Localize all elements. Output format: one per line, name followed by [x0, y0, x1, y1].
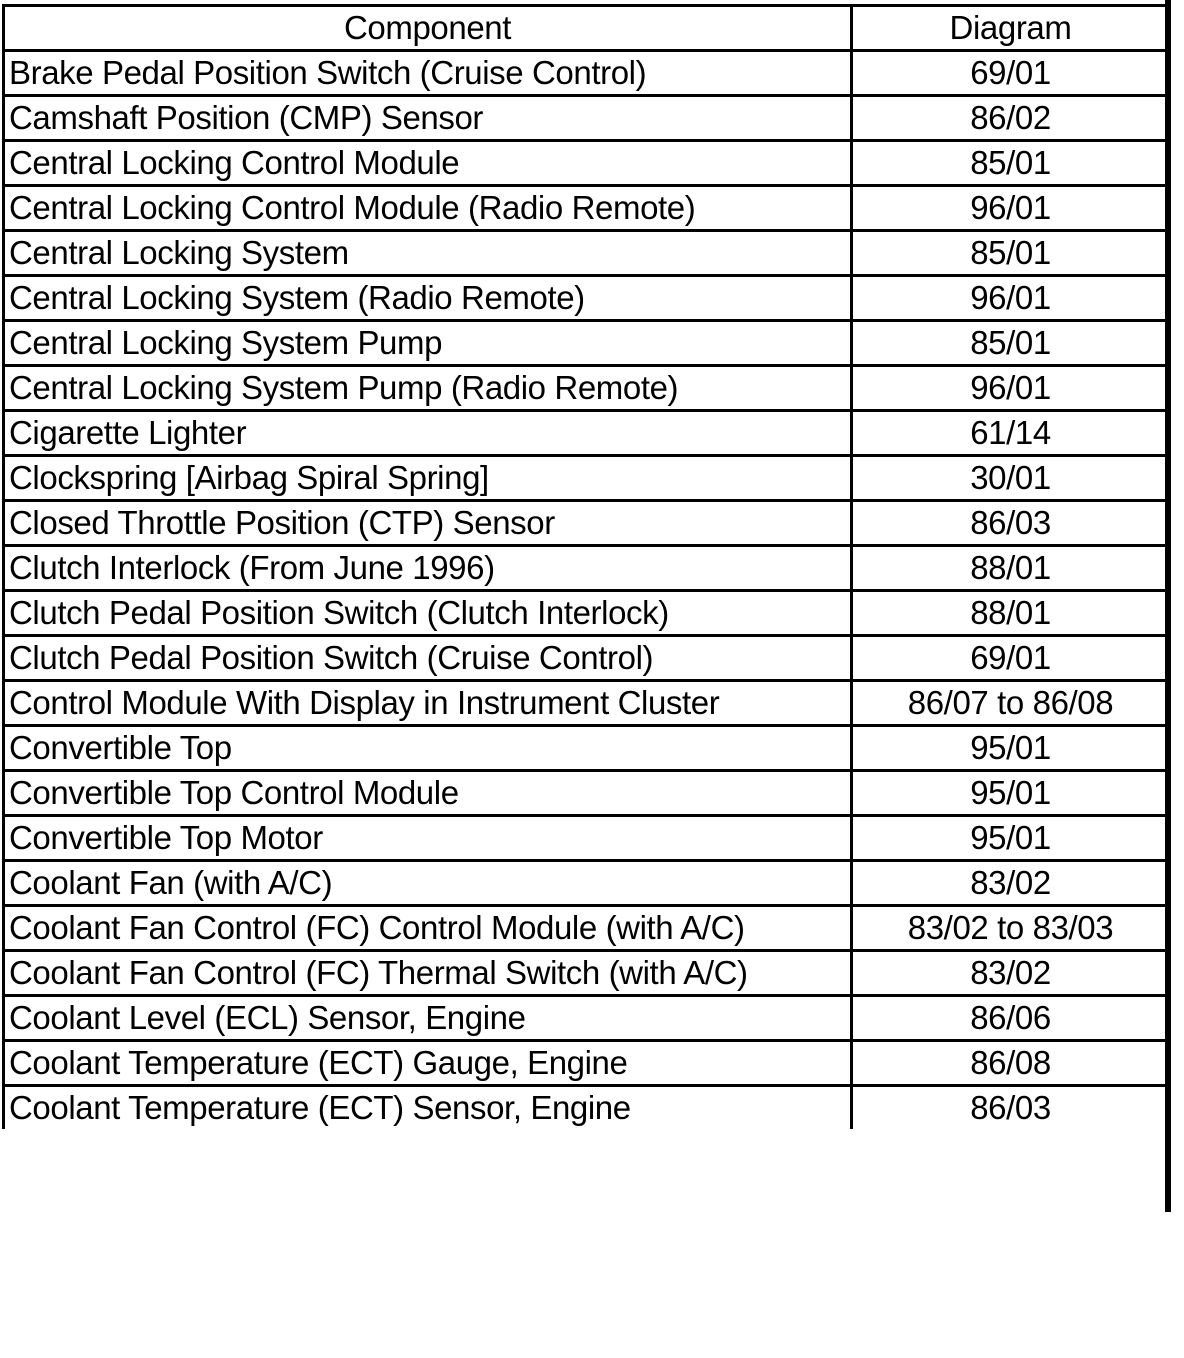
diagram-cell: 95/01 [852, 771, 1170, 816]
diagram-cell: 96/01 [852, 276, 1170, 321]
table-row [4, 96, 1170, 141]
diagram-cell: 83/02 to 83/03 [852, 906, 1170, 951]
table-row [4, 141, 1170, 186]
table-row [4, 726, 1170, 771]
table-row [4, 816, 1170, 861]
table-row [4, 1041, 1170, 1086]
diagram-cell: 83/02 [852, 951, 1170, 996]
table-row [4, 456, 1170, 501]
table-row [4, 411, 1170, 456]
diagram-cell: 96/01 [852, 186, 1170, 231]
table-row [4, 996, 1170, 1041]
diagram-cell: 86/07 to 86/08 [852, 681, 1170, 726]
component-cell: Clutch Pedal Position Switch (Clutch Interlock) [4, 591, 852, 636]
component-cell: Central Locking System (Radio Remote) [4, 276, 852, 321]
diagram-cell: 85/01 [852, 321, 1170, 366]
diagram-cell: 83/02 [852, 861, 1170, 906]
table-row [4, 591, 1170, 636]
component-cell: Camshaft Position (CMP) Sensor [4, 96, 852, 141]
table-row [4, 321, 1170, 366]
diagram-cell: 95/01 [852, 816, 1170, 861]
component-cell: Closed Throttle Position (CTP) Sensor [4, 501, 852, 546]
component-cell: Central Locking Control Module [4, 141, 852, 186]
diagram-cell: 61/14 [852, 411, 1170, 456]
table-row [4, 546, 1170, 591]
component-diagram-table [2, 4, 1171, 1129]
table-row [4, 186, 1170, 231]
table-row [4, 681, 1170, 726]
component-cell: Convertible Top Motor [4, 816, 852, 861]
component-cell: Clutch Interlock (From June 1996) [4, 546, 852, 591]
table-row [4, 771, 1170, 816]
diagram-cell: 86/06 [852, 996, 1170, 1041]
diagram-cell: 86/02 [852, 96, 1170, 141]
table-row [4, 51, 1170, 96]
component-cell: Cigarette Lighter [4, 411, 852, 456]
diagram-cell: 96/01 [852, 366, 1170, 411]
table-row [4, 861, 1170, 906]
table-row [4, 276, 1170, 321]
table-body [4, 51, 1170, 1130]
table-row [4, 1086, 1170, 1130]
component-cell: Convertible Top Control Module [4, 771, 852, 816]
component-cell: Coolant Fan (with A/C) [4, 861, 852, 906]
component-cell: Central Locking Control Module (Radio Remote) [4, 186, 852, 231]
component-cell: Coolant Fan Control (FC) Control Module (with A/C) [4, 906, 852, 951]
diagram-cell: 88/01 [852, 591, 1170, 636]
table-row [4, 906, 1170, 951]
table-row [4, 636, 1170, 681]
diagram-cell: 88/01 [852, 546, 1170, 591]
component-cell: Brake Pedal Position Switch (Cruise Control) [4, 51, 852, 96]
table-row [4, 366, 1170, 411]
component-cell: Coolant Temperature (ECT) Sensor, Engine [4, 1086, 852, 1130]
component-cell: Coolant Level (ECL) Sensor, Engine [4, 996, 852, 1041]
diagram-cell: 86/03 [852, 1086, 1170, 1130]
table-row [4, 231, 1170, 276]
diagram-cell: 95/01 [852, 726, 1170, 771]
component-cell: Clockspring [Airbag Spiral Spring] [4, 456, 852, 501]
table-row [4, 501, 1170, 546]
table-header-row [4, 6, 1170, 51]
diagram-cell: 69/01 [852, 51, 1170, 96]
diagram-cell: 69/01 [852, 636, 1170, 681]
diagram-cell: 86/03 [852, 501, 1170, 546]
component-cell: Central Locking System [4, 231, 852, 276]
component-cell: Central Locking System Pump (Radio Remote) [4, 366, 852, 411]
component-cell: Central Locking System Pump [4, 321, 852, 366]
diagram-cell: 30/01 [852, 456, 1170, 501]
component-cell: Control Module With Display in Instrument Cluster [4, 681, 852, 726]
column-header-diagram: Diagram [852, 6, 1170, 51]
component-cell: Convertible Top [4, 726, 852, 771]
table-right-border [1165, 0, 1171, 1212]
table-row [4, 951, 1170, 996]
column-header-component: Component [4, 6, 852, 51]
component-cell: Clutch Pedal Position Switch (Cruise Control) [4, 636, 852, 681]
diagram-cell: 85/01 [852, 231, 1170, 276]
diagram-cell: 85/01 [852, 141, 1170, 186]
component-cell: Coolant Fan Control (FC) Thermal Switch (with A/C) [4, 951, 852, 996]
diagram-cell: 86/08 [852, 1041, 1170, 1086]
component-cell: Coolant Temperature (ECT) Gauge, Engine [4, 1041, 852, 1086]
